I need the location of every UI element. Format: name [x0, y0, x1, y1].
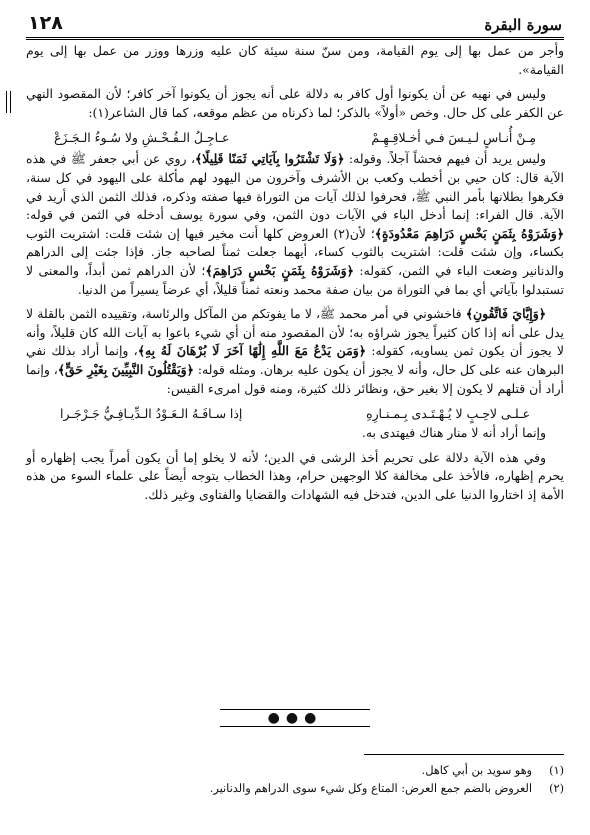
poem-1-second-hemistich: عـاجِـلُ الـفُـحْـشِ ولا سُـوءُ الـجَـزَعْ [54, 130, 230, 146]
p4-text-a: فاخشوني في أمر محمد ﷺ، لا ما يفوتكم من المآكل والرئاسة، وتقييده الثمن بالقلة لا يدل على أنه إذا كان كثيراً يجوز شراؤه به؛ لأن المقصود منه أن أي شيء باعوا به آيات الله كان قليلاً، وأنه لا يجوز أن يكون ثمن يساويه، كقوله: [26, 306, 564, 359]
header-divider [26, 37, 564, 40]
quran-verse-p4-2: ﴿وَمَن يَدْعُ مَعَ اللَّهِ إِلَٰهًا آخَرَ لَا بُرْهَانَ لَهُ بِهِ﴾ [137, 343, 366, 359]
footnote-1-number: (١) [549, 764, 564, 777]
page-body [26, 42, 564, 510]
paragraph-2: وليس في نهيه عن أن يكونوا أول كافر به دلالة على أنه يجوز أن يكونوا آخر كافر؛ لأن المقصود النهي عن الكفر على كل حال. وخص «أولاً» بالذكر؛ لما ذكرناه من عظم موقعه، كما قال الشاعر(١): [26, 86, 564, 120]
footnote-1 [26, 762, 564, 780]
poem-verse-1 [26, 128, 564, 148]
p3-text-a: وليس يريد أن فيهم فحشاً آجلاً. وقوله: [348, 151, 546, 167]
quran-verse-p3-3: ﴿وَشَرَوْهُ بِثَمَنٍ بَخْسٍ دَرَاهِمَ﴾ [205, 262, 354, 278]
page-number: ١٢٨ [28, 12, 63, 34]
poem-verse-2 [26, 404, 564, 424]
p3-text-b: ، روي عن أبي جعفر ﷺ في هذه الآية قال: كان حيي بن أخطب وكعب بن الأشرف وآخرون من اليهود لهم مأكلة على اليهود في كل سنة، فكرهوا بطلانها بأمر النبي ﷺ، فحرفوا لذلك آيات من التوراة فيها صفته وذكره، فذلك الثمن الذي أريد في الآية. قال الفراء: إنما أدخل الباء في الآيات دون الثمن، وفي سورة يوسف أدخله في الثمن في قوله: [26, 151, 564, 223]
section-separator [220, 707, 370, 729]
p3-text-d: ؛ لأن الدراهم ثمن أبداً، والمعنى لا تستبدلوا بآياتي أي بما في التوراة من بيان صفة محمد ونعته ثمناً قليلاً، أي عرضاً يسيراً من الدنيا. [26, 262, 564, 297]
quran-verse-p4-3: ﴿وَيَقْتُلُونَ النَّبِيِّينَ بِغَيْرِ حَقٍّ﴾ [57, 361, 194, 377]
quran-verse-p3-2: ﴿وَشَرَوْهُ بِثَمَنٍ بَخْسٍ دَرَاهِمَ مَعْدُودَةٍ﴾ [374, 225, 564, 241]
page-header [28, 10, 562, 34]
p3-text-c: ؛ لأن(٢) العروض كلها أنت مخير فيها إن شئت قلت: اشتريت الثوب بكساء، وإن شئت قلت: اشتريت بالثوب كساء، أيهما جعلت ثمناً لصاحبه جاز. فإذا جئت إلى الدراهم والدنانير وضعت الباء في الثمن، كقوله: [26, 225, 564, 278]
paragraph-5: وإنما أراد أنه لا منار هناك فيهتدى به. [361, 425, 546, 441]
quran-verse-p4-1: ﴿وَإِيَّايَ فَاتَّقُونِ﴾ [465, 306, 546, 322]
surah-title: سورة البقرة [484, 16, 562, 34]
paragraph-1: وأجر من عمل بها إلى يوم القيامة، ومن سنّ سنة سيئة كان عليه وزرها ووزر من عمل بها إلى يوم القيامة». [26, 43, 564, 77]
separator-bottom-line [220, 726, 370, 727]
paragraph-3 [26, 150, 564, 299]
footnotes [26, 762, 564, 798]
paragraph-4 [26, 305, 564, 398]
p4-text-c: ، وإنما أراد أن قتلهم لا يكون إلا بغير حق، ونظائر ذلك كثيرة، ومنه قول امرىء القيس: [26, 361, 564, 396]
footnote-divider [364, 754, 564, 755]
footnote-1-text: وهو سويد بن أبي كاهل. [421, 764, 532, 777]
footnote-2 [26, 780, 564, 798]
poem-2-second-hemistich: إذا سـافَـهُ الـعَـوْدُ الـدِّيـافِـيُّ جَـرْجَـرا [60, 406, 243, 422]
footnote-2-number: (٢) [549, 782, 564, 795]
quran-verse-p3-1: ﴿وَلَا تَشْتَرُوا بِآيَاتِي ثَمَنًا قَلِيلًا﴾ [195, 151, 345, 167]
margin-bracket-mark [6, 91, 11, 113]
poem-2-first-hemistich: عـلـى لاحِـبٍ لا يُـهْـتَـدى بِـمـنـارِهِ [366, 406, 530, 422]
poem-1-first-hemistich: مِـنْ أُنـاسٍ لـيـسَ فـي أخـلاقِـهِـمْ [371, 130, 536, 146]
footnote-2-text: العروض بالضم جمع العرض: المتاع وكل شيء سوى الدراهم والدنانير. [209, 782, 532, 795]
paragraph-6: وفي هذه الآية دلالة على تحريم أخذ الرشى في الدين؛ لأنه لا يخلو إما أن يكون أمراً يجب إظهاره أو يحرم إظهاره، فالأخذ على مخالفة كلا الوجهين حرام، وهذا الخطاب يتوجه أيضاً على علماء السوء من هذه الأمة إذ اختاروا الدنيا على الدين، فتدخل فيه الشهادات والقضايا والفتاوى وغير ذلك. [26, 449, 564, 502]
separator-dots: ●●● [267, 710, 323, 726]
p4-text-b: ، وإنما أراد بذلك نفي البرهان عنه على كل حال، وأنه لا يجوز أن يكون عليه برهان. ومثله قوله: [26, 343, 564, 377]
